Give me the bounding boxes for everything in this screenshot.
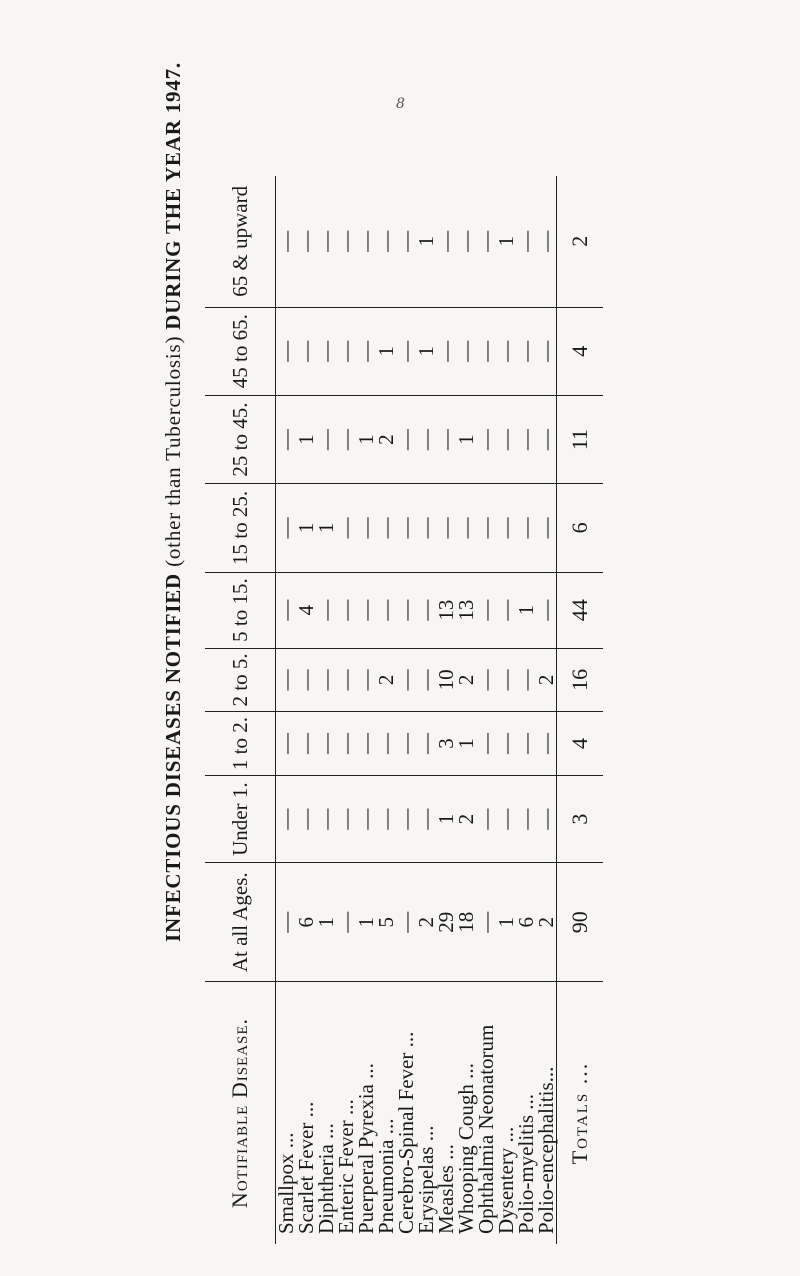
table-row: [476, 176, 496, 1244]
count-cell: —: [334, 230, 358, 252]
header-age-group: 45 to 65.: [205, 307, 276, 395]
count-cell: —: [476, 484, 496, 572]
disease-name: Polio-encephalitis...: [536, 982, 557, 1245]
disease-name: Polio-myelitis ...: [516, 982, 536, 1245]
count-cell: —: [476, 307, 496, 395]
disease-table: [205, 176, 603, 1244]
count-cell: —: [316, 712, 336, 776]
total-cell: 3: [557, 775, 604, 863]
count-cell: —: [296, 307, 316, 395]
table-header-row: [205, 176, 276, 1244]
count-cell: —: [536, 395, 557, 483]
count-cell: 6: [516, 863, 536, 982]
count-cell: —: [516, 307, 536, 395]
count-cell: —: [336, 712, 356, 776]
title-paren: (other than Tuberculosis): [161, 335, 185, 567]
count-cell: 6: [296, 863, 316, 982]
count-cell: —: [376, 712, 396, 776]
count-cell: 18: [456, 863, 476, 982]
count-cell: —: [396, 484, 416, 572]
count-cell: —: [416, 395, 436, 483]
count-cell: 1: [436, 775, 456, 863]
title-tail: DURING THE YEAR 1947.: [161, 62, 185, 330]
count-cell: —: [356, 775, 376, 863]
count-cell: —: [416, 484, 436, 572]
count-cell: 2: [536, 648, 557, 712]
count-cell: —: [476, 648, 496, 712]
count-cell: —: [416, 648, 436, 712]
count-cell: —: [396, 395, 416, 483]
count-cell: —: [476, 775, 496, 863]
count-cell: 13: [436, 572, 456, 648]
total-cell: 44: [557, 572, 604, 648]
count-cell: —: [336, 863, 356, 982]
count-cell: —: [356, 712, 376, 776]
count-cell: 1: [356, 863, 376, 982]
total-cell: 2: [557, 176, 604, 307]
count-cell: —: [396, 712, 416, 776]
count-cell: —: [476, 395, 496, 483]
table-row: [276, 176, 297, 1244]
count-cell: —: [356, 307, 376, 395]
count-cell: —: [516, 775, 536, 863]
count-cell: 1: [356, 395, 376, 483]
count-cell: 1: [296, 484, 316, 572]
count-cell: —: [514, 230, 538, 252]
header-disease: Notifiable Disease.: [205, 982, 276, 1245]
count-cell: —: [294, 230, 318, 252]
title-main: INFECTIOUS DISEASES NOTIFIED: [161, 572, 185, 942]
count-cell: —: [276, 572, 297, 648]
count-cell: 1: [316, 484, 336, 572]
table-row: [456, 176, 476, 1244]
count-cell: —: [496, 484, 516, 572]
header-age-group: 2 to 5.: [205, 648, 276, 712]
disease-name: Scarlet Fever ...: [296, 982, 316, 1245]
count-cell: —: [356, 572, 376, 648]
count-cell: —: [316, 307, 336, 395]
count-cell: —: [336, 572, 356, 648]
disease-name: Ophthalmia Neonatorum: [476, 982, 496, 1245]
count-cell: —: [276, 307, 297, 395]
header-age-group: 1 to 2.: [205, 712, 276, 776]
count-cell: —: [416, 712, 436, 776]
count-cell: —: [296, 775, 316, 863]
table-row: [296, 176, 316, 1244]
count-cell: —: [536, 307, 557, 395]
count-cell: —: [476, 712, 496, 776]
count-cell: —: [516, 484, 536, 572]
count-cell: —: [336, 307, 356, 395]
total-cell: 6: [557, 484, 604, 572]
count-cell: —: [436, 484, 456, 572]
count-cell: 5: [376, 863, 396, 982]
disease-name: Smallpox ...: [276, 982, 297, 1245]
header-age-group: At all Ages.: [205, 863, 276, 982]
disease-name: Dysentery ...: [496, 982, 516, 1245]
count-cell: 2: [376, 395, 396, 483]
count-cell: —: [276, 775, 297, 863]
count-cell: —: [416, 572, 436, 648]
count-cell: —: [376, 572, 396, 648]
header-age-group: 25 to 45.: [205, 395, 276, 483]
count-cell: 1: [456, 712, 476, 776]
total-cell: 16: [557, 648, 604, 712]
count-cell: 2: [536, 863, 557, 982]
disease-name: Diphtheria ...: [316, 982, 336, 1245]
total-cell: 90: [557, 863, 604, 982]
table-row: [336, 176, 356, 1244]
table-row: [536, 176, 557, 1244]
count-cell: 1: [416, 307, 436, 395]
count-cell: —: [316, 775, 336, 863]
count-cell: —: [474, 230, 498, 252]
count-cell: —: [496, 712, 516, 776]
count-cell: —: [516, 395, 536, 483]
count-cell: 2: [376, 648, 396, 712]
count-cell: —: [476, 572, 496, 648]
count-cell: —: [436, 307, 456, 395]
count-cell: —: [376, 775, 396, 863]
table-row: [516, 176, 536, 1244]
header-age-group: 65 & upward: [205, 176, 276, 307]
count-cell: —: [534, 230, 558, 252]
count-cell: 1: [414, 236, 438, 247]
count-cell: 1: [494, 236, 518, 247]
count-cell: —: [296, 648, 316, 712]
count-cell: —: [496, 395, 516, 483]
count-cell: —: [396, 648, 416, 712]
header-age-group: Under 1.: [205, 775, 276, 863]
count-cell: —: [516, 712, 536, 776]
count-cell: —: [394, 230, 418, 252]
count-cell: 2: [416, 863, 436, 982]
count-cell: 1: [316, 863, 336, 982]
count-cell: —: [416, 775, 436, 863]
disease-name: Pneumonia ...: [376, 982, 396, 1245]
count-cell: —: [276, 712, 297, 776]
table-row: [416, 176, 436, 1244]
disease-name: Cerebro-Spinal Fever ...: [396, 982, 416, 1245]
count-cell: —: [496, 775, 516, 863]
count-cell: —: [396, 863, 416, 982]
count-cell: 1: [376, 307, 396, 395]
count-cell: —: [276, 863, 297, 982]
count-cell: 1: [456, 395, 476, 483]
disease-name: Enteric Fever ...: [336, 982, 356, 1245]
table-row: [316, 176, 336, 1244]
count-cell: —: [536, 484, 557, 572]
count-cell: —: [436, 395, 456, 483]
count-cell: —: [396, 775, 416, 863]
count-cell: 1: [496, 863, 516, 982]
count-cell: 2: [456, 775, 476, 863]
count-cell: —: [336, 775, 356, 863]
count-cell: —: [434, 230, 458, 252]
total-cell: 11: [557, 395, 604, 483]
count-cell: —: [316, 572, 336, 648]
count-cell: 1: [516, 572, 536, 648]
count-cell: —: [496, 648, 516, 712]
count-cell: 1: [296, 395, 316, 483]
count-cell: —: [276, 648, 297, 712]
total-cell: 4: [557, 712, 604, 776]
header-age-group: 5 to 15.: [205, 572, 276, 648]
table-row: [496, 176, 516, 1244]
table-row: [376, 176, 396, 1244]
totals-label: Totals ...: [557, 982, 604, 1245]
count-cell: —: [316, 395, 336, 483]
table-row: [356, 176, 376, 1244]
count-cell: 10: [436, 648, 456, 712]
header-age-group: 15 to 25.: [205, 484, 276, 572]
count-cell: 2: [456, 648, 476, 712]
count-cell: —: [336, 648, 356, 712]
count-cell: —: [276, 484, 297, 572]
count-cell: —: [336, 395, 356, 483]
disease-name: Whooping Cough ...: [456, 982, 476, 1245]
count-cell: —: [374, 230, 398, 252]
count-cell: —: [454, 230, 478, 252]
count-cell: —: [356, 648, 376, 712]
count-cell: —: [396, 572, 416, 648]
count-cell: —: [496, 307, 516, 395]
disease-name: Measles ...: [436, 982, 456, 1245]
count-cell: —: [354, 230, 378, 252]
count-cell: —: [496, 572, 516, 648]
count-cell: 13: [456, 572, 476, 648]
count-cell: 4: [296, 572, 316, 648]
count-cell: —: [456, 484, 476, 572]
count-cell: —: [396, 307, 416, 395]
count-cell: —: [516, 648, 536, 712]
count-cell: —: [476, 863, 496, 982]
table-row: [436, 176, 456, 1244]
totals-row: [557, 176, 604, 1244]
count-cell: —: [276, 395, 297, 483]
count-cell: —: [314, 230, 338, 252]
count-cell: —: [536, 775, 557, 863]
count-cell: —: [316, 648, 336, 712]
disease-name: Puerperal Pyrexia ...: [356, 982, 376, 1245]
count-cell: 3: [436, 712, 456, 776]
count-cell: —: [456, 307, 476, 395]
count-cell: —: [376, 484, 396, 572]
count-cell: 29: [436, 863, 456, 982]
disease-name: Erysipelas ...: [416, 982, 436, 1245]
count-cell: —: [536, 712, 557, 776]
table-row: [396, 176, 416, 1244]
count-cell: —: [356, 484, 376, 572]
total-cell: 4: [557, 307, 604, 395]
count-cell: —: [336, 484, 356, 572]
page-number: 8: [396, 96, 405, 112]
count-cell: —: [536, 572, 557, 648]
count-cell: —: [296, 712, 316, 776]
count-cell: —: [274, 230, 298, 252]
